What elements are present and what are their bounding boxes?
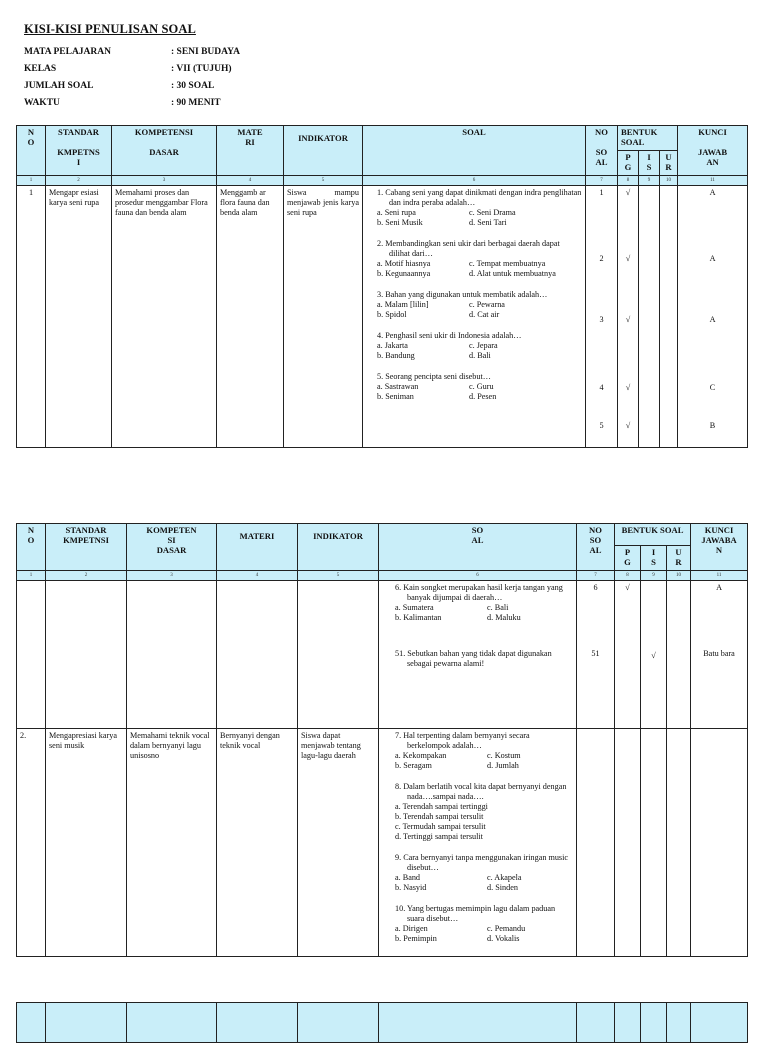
question-text: 9. Cara bernyanyi tanpa menggunakan iringan music disebut… (395, 852, 569, 872)
column-number: 7 (586, 175, 618, 185)
header-no-soal (577, 524, 615, 571)
column-number-row (17, 570, 748, 580)
answer-option: c. Seni Drama (469, 207, 516, 217)
header-kunci (678, 126, 748, 176)
header-materi (217, 524, 298, 571)
question-number: 4 (599, 382, 604, 392)
column-number: 3 (112, 175, 217, 185)
question (395, 782, 573, 842)
column-number: 1 (17, 175, 46, 185)
row-standar: Mengapresiasi karya seni musik (46, 728, 127, 956)
ur-marks (667, 580, 691, 728)
question (377, 290, 582, 320)
column-number: 2 (46, 175, 112, 185)
header-text: N O (27, 525, 35, 545)
header-standar (46, 524, 127, 571)
questions-cell (379, 728, 577, 956)
column-number: 9 (639, 175, 660, 185)
column-number: 2 (46, 570, 127, 580)
answer-options (395, 873, 573, 893)
answer-option: a. Malam [lilin] (377, 299, 429, 309)
answer-option: d. Sinden (487, 882, 518, 892)
column-number: 11 (691, 570, 748, 580)
answer-option: c. Guru (469, 381, 494, 391)
row-no: 2. (17, 728, 46, 956)
header-text: STANDAR KMPETNS I (57, 127, 100, 167)
column-number-row (17, 175, 748, 185)
row-indikator (298, 580, 379, 728)
header-soal (363, 126, 586, 176)
answer-option: b. Terendah sampai tersulit (395, 811, 484, 821)
header-indikator (284, 126, 363, 176)
column-number: 5 (298, 570, 379, 580)
answer-key: C (709, 382, 716, 392)
header-text: NO SO AL (589, 525, 602, 555)
row-kompetensi: Memahami teknik vocal dalam bernyanyi lagu unisosno (127, 728, 217, 956)
pg-check: √ (625, 420, 631, 430)
question (395, 731, 573, 771)
answer-options (395, 802, 573, 842)
row-indikator: Siswa dapat menjawab tentang lagu-lagu daerah (298, 728, 379, 956)
header-is (641, 546, 667, 571)
question-text: 7. Hal terpenting dalam bernyanyi secara berkelompok adalah… (395, 730, 530, 750)
answer-options (377, 259, 582, 279)
header-ur (667, 546, 691, 571)
answer-option: b. Seni Musik (377, 217, 423, 227)
header-text: STANDAR KMPETNSI (63, 525, 109, 545)
column-number: 7 (577, 570, 615, 580)
row-standar: Mengapr esiasi karya seni rupa (46, 185, 112, 447)
answer-option: b. Seniman (377, 391, 414, 401)
answer-option: c. Termudah sampai tersulit (395, 821, 486, 831)
column-number: 9 (641, 570, 667, 580)
question-text: 4. Penghasil seni ukir di Indonesia adalah… (377, 330, 522, 340)
header-text: BENTUK SOAL (621, 525, 684, 535)
answer-key: B (709, 420, 716, 430)
row-no (17, 580, 46, 728)
question-number: 1 (599, 187, 604, 197)
answer-option: c. Bali (487, 602, 509, 612)
answer-option: d. Cat air (469, 309, 500, 319)
header-kunci (691, 524, 748, 571)
header-text: SOAL (462, 127, 486, 137)
answer-option: b. Spidol (377, 309, 407, 319)
row-kompetensi: Memahami proses dan prosedur menggambar Flora fauna dan benda alam (112, 185, 217, 447)
question (395, 853, 573, 893)
column-number: 6 (363, 175, 586, 185)
answer-options (377, 382, 582, 402)
kisi-table-2 (16, 523, 748, 957)
header-materi (217, 126, 284, 176)
column-number: 1 (17, 570, 46, 580)
column-number: 11 (678, 175, 748, 185)
meta-label: JUMLAH SOAL (24, 81, 94, 91)
header-pg (615, 546, 641, 571)
answer-option: b. Bandung (377, 350, 415, 360)
answer-option: c. Jepara (469, 340, 498, 350)
answer-keys: A Batu bara (691, 580, 748, 728)
answer-option: b. Kegunaannya (377, 268, 431, 278)
column-number: 10 (660, 175, 678, 185)
questions-cell (379, 580, 577, 728)
column-number: 6 (379, 570, 577, 580)
answer-options (377, 341, 582, 361)
is-marks: √ (641, 580, 667, 728)
answer-option: d. Vokalis (487, 933, 520, 943)
meta-value: : VII (TUJUH) (171, 64, 232, 74)
kisi-table-3-partial (16, 1002, 748, 1043)
question-number: 5 (599, 420, 604, 430)
answer-option: a. Dirigen (395, 923, 428, 933)
header-bentuk-soal (615, 524, 691, 546)
answer-option: d. Seni Tari (469, 217, 507, 227)
pg-marks (618, 185, 639, 447)
answer-option: c. Pemandu (487, 923, 526, 933)
answer-option: c. Tempat membuatnya (469, 258, 546, 268)
header-text: P G (624, 547, 631, 567)
answer-option: a. Seni rupa (377, 207, 416, 217)
meta-value: : 90 MENIT (171, 98, 221, 108)
answer-option: b. Kalimantan (395, 612, 442, 622)
is-marks (639, 185, 660, 447)
header-no-soal (586, 126, 618, 176)
question (377, 239, 582, 279)
answer-option: a. Sumatera (395, 602, 434, 612)
answer-option: a. Terendah sampai tertinggi (395, 801, 488, 811)
column-number: 8 (618, 175, 639, 185)
answer-option: c. Kostum (487, 750, 521, 760)
row-materi: Menggamb ar flora fauna dan benda alam (217, 185, 284, 447)
question-number: 3 (599, 314, 604, 324)
answer-option: c. Akapela (487, 872, 522, 882)
header-text: INDIKATOR (298, 133, 348, 143)
question: 51. Sebutkan bahan yang tidak dapat digunakan sebagai pewarna alami! (395, 648, 552, 668)
row-indikator: Siswa mampu menjawab jenis karya seni rupa (284, 185, 363, 447)
pg-check: √ (625, 187, 631, 197)
column-number: 4 (217, 175, 284, 185)
header-text: I S (646, 151, 652, 172)
header-text: NO SO AL (595, 127, 608, 167)
column-number: 10 (667, 570, 691, 580)
row-materi: Bernyanyi dengan teknik vocal (217, 728, 298, 956)
column-number: 3 (127, 570, 217, 580)
header-no (17, 524, 46, 571)
question-text: 5. Seorang pencipta seni disebut… (377, 371, 491, 381)
header-soal (379, 524, 577, 571)
answer-option: a. Motif hiasnya (377, 258, 431, 268)
question-text: 2. Membandingkan seni ukir dari berbagai daerah dapat dilihat dari… (377, 238, 560, 258)
question (395, 904, 573, 944)
header-text: BENTUK SOAL (621, 127, 658, 147)
row-no: 1 (17, 185, 46, 447)
answer-option: b. Pemimpin (395, 933, 437, 943)
question-text: 8. Dalam berlatih vocal kita dapat bernyanyi dengan nada….sampai nada…. (395, 781, 567, 801)
header-text: INDIKATOR (313, 531, 363, 541)
header-text: KUNCI JAWAB AN (697, 127, 728, 167)
answer-key: A (709, 314, 716, 324)
answer-option: a. Kekompakan (395, 750, 447, 760)
header-text: U R (665, 151, 672, 172)
header-text: KUNCI JAWABA N (701, 525, 737, 555)
column-number: 5 (284, 175, 363, 185)
answer-option: d. Bali (469, 350, 491, 360)
header-text: KOMPETENSI DASAR (134, 127, 194, 157)
kisi-table-1 (16, 125, 748, 448)
question-numbers: 6 51 (577, 580, 615, 728)
question (377, 372, 582, 402)
header-text: U R (675, 547, 682, 567)
meta-label: MATA PELAJARAN (24, 47, 111, 57)
pg-check: √ (625, 314, 631, 324)
meta-value: : SENI BUDAYA (171, 47, 240, 57)
header-ur (660, 150, 678, 175)
answer-options (377, 300, 582, 320)
header-text: N O (27, 127, 35, 147)
answer-option: a. Jakarta (377, 340, 408, 350)
answer-option: c. Pewarna (469, 299, 505, 309)
header-text: MATERI (239, 531, 275, 541)
header-text: P G (624, 151, 632, 172)
row-kompetensi (127, 580, 217, 728)
header-bentuk-soal (618, 126, 678, 151)
header-is (639, 150, 660, 175)
pg-marks: √ (615, 580, 641, 728)
header-standar (46, 126, 112, 176)
question (377, 331, 582, 361)
ur-marks (660, 185, 678, 447)
answer-option: d. Jumlah (487, 760, 519, 770)
answer-option: b. Seragam (395, 760, 432, 770)
row-materi (217, 580, 298, 728)
header-kompetensi (112, 126, 217, 176)
question-numbers (586, 185, 618, 447)
answer-keys (678, 185, 748, 447)
answer-key: A (709, 253, 716, 263)
header-text: KOMPETEN SI DASAR (146, 525, 197, 555)
header-kompetensi (127, 524, 217, 571)
answer-option: d. Maluku (487, 612, 521, 622)
pg-check: √ (625, 382, 631, 392)
row-standar (46, 580, 127, 728)
header-text: MATE RI (237, 127, 263, 147)
column-number: 4 (217, 570, 298, 580)
header-text: SO AL (471, 525, 484, 545)
header-no (17, 126, 46, 176)
answer-option: b. Nasyid (395, 882, 427, 892)
question: 6. Kain songket merupakan hasil kerja tangan yang banyak dijumpai di daerah… a. Sumatera c. Bali b. Kalimantan d. Maluku (395, 583, 573, 623)
question-text: 3. Bahan yang digunakan untuk membatik adalah… (377, 289, 548, 299)
question-number: 2 (599, 253, 604, 263)
question-text: 10. Yang bertugas memimpin lagu dalam paduan suara disebut… (395, 903, 556, 923)
header-indikator (298, 524, 379, 571)
answer-key: A (709, 187, 716, 197)
answer-option: d. Tertinggi sampai tersulit (395, 831, 483, 841)
document-title: KISI-KISI PENULISAN SOAL (24, 22, 196, 36)
meta-label: WAKTU (24, 98, 60, 108)
answer-options (377, 208, 582, 228)
column-number: 8 (615, 570, 641, 580)
pg-check: √ (625, 253, 631, 263)
answer-options (395, 924, 573, 944)
answer-options (395, 751, 573, 771)
header-pg (618, 150, 639, 175)
answer-option: a. Sastrawan (377, 381, 419, 391)
answer-option: d. Alat untuk membuatnya (469, 268, 556, 278)
meta-label: KELAS (24, 64, 57, 74)
questions-cell (363, 185, 586, 447)
question-text: 1. Cabang seni yang dapat dinikmati dengan indra penglihatan dan indra peraba adalah… (377, 187, 582, 207)
meta-value: : 30 SOAL (171, 81, 215, 91)
answer-option: d. Pesen (469, 391, 497, 401)
answer-option: a. Band (395, 872, 421, 882)
header-text: I S (651, 547, 656, 567)
question (377, 188, 582, 228)
